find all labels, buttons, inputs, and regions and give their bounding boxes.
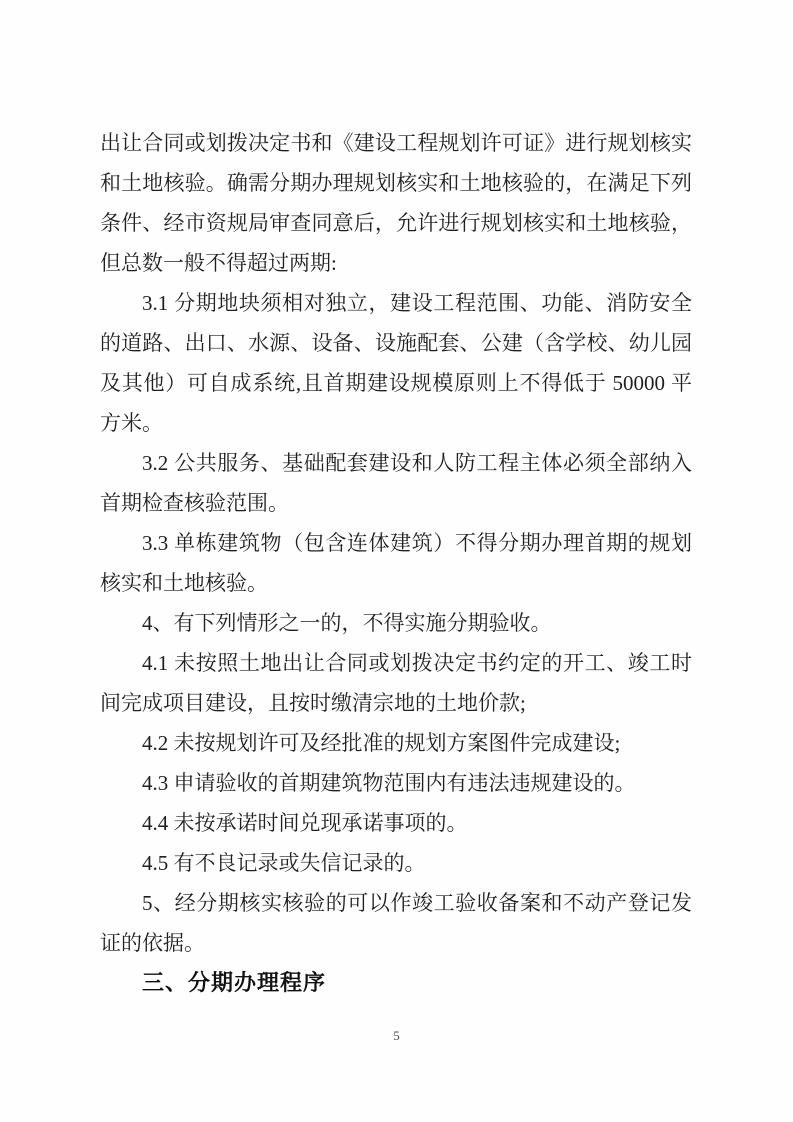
body-line: 首期检查核验范围。: [100, 491, 289, 515]
body-line: 3.2 公共服务、基础配套建设和人防工程主体必须全部纳入: [142, 451, 692, 475]
body-line: 方米。: [100, 411, 163, 435]
body-line: 4.3 申请验收的首期建筑物范围内有违法违规建设的。: [142, 771, 636, 795]
body-line: 条件、经市资规局审查同意后，允许进行规划核实和土地核验，: [100, 211, 692, 235]
body-line: 核实和土地核验。: [100, 571, 268, 595]
body-line: 3.1 分期地块须相对独立，建设工程范围、功能、消防安全: [142, 291, 692, 315]
body-line: 及其他）可自成系统,且首期建设规模原则上不得低于 50000 平: [100, 371, 692, 395]
body-line: 4.2 未按规划许可及经批准的规划方案图件完成建设;: [142, 731, 621, 755]
body-line: 证的依据。: [100, 931, 205, 955]
body-line: 的道路、出口、水源、设备、设施配套、公建（含学校、幼儿园: [100, 331, 692, 355]
document-body: [100, 123, 692, 1003]
section-heading: 三、分期办理程序: [142, 970, 327, 995]
body-line: 4、有下列情形之一的，不得实施分期验收。: [142, 611, 552, 635]
body-line: 4.1 未按照土地出让合同或划拨决定书约定的开工、竣工时: [142, 651, 692, 675]
body-line: 4.5 有不良记录或失信记录的。: [142, 851, 426, 875]
body-line: 间完成项目建设，且按时缴清宗地的土地价款;: [100, 691, 526, 715]
page-number: 5: [393, 1028, 400, 1043]
body-line: 出让合同或划拨决定书和《建设工程规划许可证》进行规划核实: [100, 131, 692, 155]
body-line: 5、经分期核实核验的可以作竣工验收备案和不动产登记发: [142, 891, 692, 915]
body-line: 4.4 未按承诺时间兑现承诺事项的。: [142, 811, 468, 835]
body-line: 和土地核验。确需分期办理规划核实和土地核验的，在满足下列: [100, 171, 692, 195]
body-line: 3.3 单栋建筑物（包含连体建筑）不得分期办理首期的规划: [142, 531, 692, 555]
body-line: 但总数一般不得超过两期:: [100, 251, 337, 275]
